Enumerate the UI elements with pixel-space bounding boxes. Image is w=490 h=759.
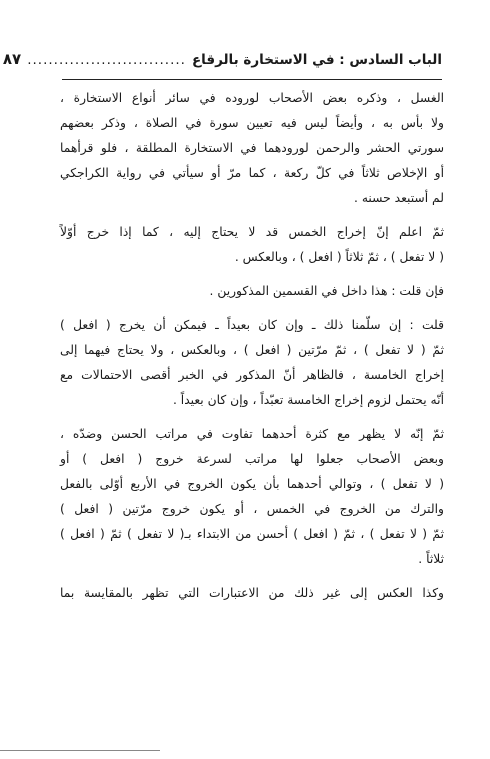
paragraph — [60, 86, 444, 211]
text-line: قلت : إن سلّمنا ذلك ـ وإن كان بعيداً ـ فيمكن أن يخرج ( افعل ) — [60, 318, 444, 332]
text-line: ( لا تفعل ) ، وتوالي أحدهما بأن يكون الخروج في الأربع أوّلى بالفعل — [60, 477, 444, 491]
text-line: وبعض الأصحاب جعلوا لها مراتب لسرعة خروج ( افعل ) أو — [60, 452, 444, 466]
paragraph-gap — [60, 413, 444, 422]
text-line: ولا بأس به ، وأيضاً ليس فيه تعيين سورة في الصلاة ، وذكر بعضهم — [60, 116, 444, 130]
bottom-scan-edge — [0, 750, 160, 751]
paragraph — [60, 422, 444, 572]
header-leader-dots: .............................. — [27, 52, 186, 68]
body-text — [60, 86, 444, 606]
chapter-title: الباب السادس : في الاستخارة بالرقاع — [191, 52, 442, 68]
paragraph — [60, 279, 444, 304]
text-line: إخراج الخامسة ، فالظاهر أنّ المذكور في الخبر أقصى الاحتمالات مع — [60, 368, 444, 382]
text-line: ثمّ ( لا تفعل ) ، ثمّ ( افعل ) أحسن من الابتداء بـ( لا تفعل ) ثمّ ( افعل ) — [60, 527, 444, 541]
text-line: ثلاثاً . — [418, 552, 444, 566]
text-line: سورتي الحشر والرحمن لورودهما في الاستخارة المطلقة ، فلو قرأهما — [60, 141, 444, 155]
paragraph — [60, 313, 444, 413]
paragraph — [60, 220, 444, 270]
text-line: أنّه يحتمل لزوم إخراج الخامسة تعبّداً ، وإن كان بعيداً . — [172, 393, 444, 407]
text-line: ثمّ اعلم إنّ إخراج الخمس قد لا يحتاج إليه ، كما إذا خرج أوّلاً — [60, 225, 444, 239]
paragraph-gap — [60, 572, 444, 581]
text-line: لم أستبعد حسنه . — [354, 191, 444, 205]
text-line: وكذا العكس إلى غير ذلك من الاعتبارات التي تظهر بالمقايسة بما — [60, 586, 444, 600]
text-line: ثمّ ( لا تفعل ) ، ثمّ مرّتين ( افعل ) ، وبالعكس ، ولا يحتاج فيهما إلى — [60, 343, 444, 357]
paragraph — [60, 581, 444, 606]
text-line: والترك من الخروج في الخمس ، أو يكون خروج مرّتين ( افعل ) — [60, 502, 444, 516]
paragraph-gap — [60, 304, 444, 313]
paragraph-gap — [60, 270, 444, 279]
text-line: ( لا تفعل ) ، ثمّ ثلاثاً ( افعل ) ، وبالعكس . — [234, 250, 444, 264]
text-line: ثمّ إنّه لا يظهر مع كثرة أحدهما تفاوت في مراتب الحسن وضدّه ، — [60, 427, 444, 441]
text-line: أو الإخلاص ثلاثاً في كلّ ركعة ، كما مرّ أو سيأتي في رواية الكراجكي — [60, 166, 444, 180]
header-rule — [62, 79, 442, 80]
page-number: ٨٧ — [2, 50, 22, 68]
text-line: الغسل ، وذكره بعض الأصحاب لوروده في سائر أنواع الاستخارة ، — [60, 91, 444, 105]
page-header — [2, 50, 442, 78]
paragraph-gap — [60, 211, 444, 220]
text-line: فإن قلت : هذا داخل في القسمين المذكورين . — [209, 284, 444, 298]
